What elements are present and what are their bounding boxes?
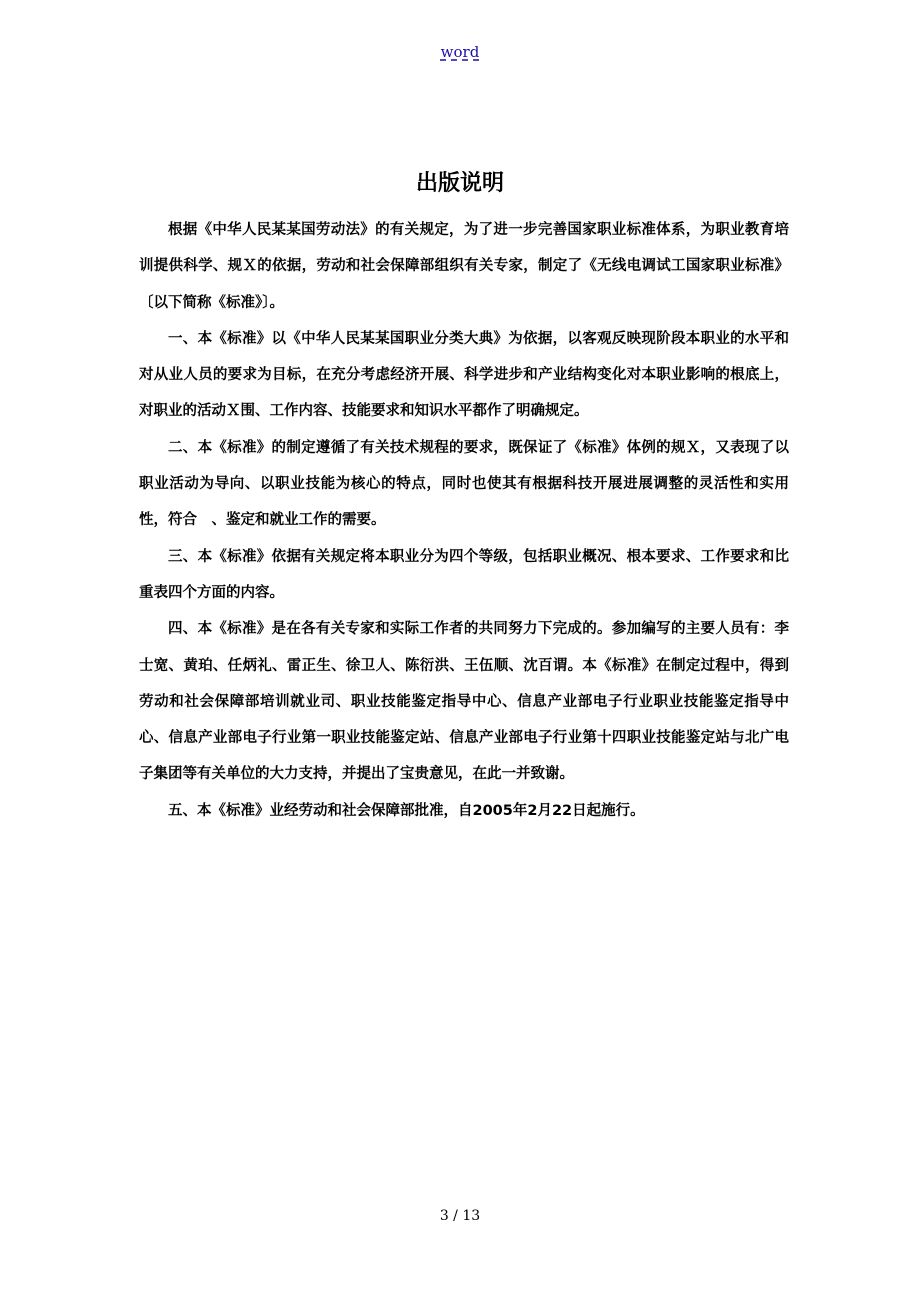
paragraph-item-3: 三、本《标准》依据有关规定将本职业分为四个等级，包括职业概况、根本要求、工作要求和比重表四个方面的内容。 bbox=[139, 548, 789, 601]
paragraph-item-2: 二、本《标准》的制定遵循了有关技术规程的要求，既保证了《标准》体例的规Ｘ，又表现了以职业活动为导向、以职业技能为核心的特点，同时也使其有根据科技开展进展调整的灵活性和实用性，符合 、鉴定和就业工作的需要。 bbox=[139, 439, 789, 529]
paragraph-intro: 根据《中华人民某某国劳动法》的有关规定，为了进一步完善国家职业标准体系，为职业教育培训提供科学、规Ｘ的依据，劳动和社会保障部组织有关专家，制定了《无线电调试工国家职业标准》〔以下简称《标准》〕。 bbox=[139, 222, 789, 311]
page-number: 3 / 13 bbox=[439, 1208, 481, 1224]
header-word-link[interactable]: word bbox=[440, 43, 480, 61]
paragraph-item-5: 五、本《标准》业经劳动和社会保障部批准，自2005年2月22日起施行。 bbox=[168, 802, 645, 819]
page-header bbox=[0, 42, 920, 62]
document-title: 出版说明 bbox=[415, 171, 504, 196]
paragraph-item-1: 一、本《标准》以《中华人民某某国职业分类大典》为依据，以客观反映现阶段本职业的水平和对从业人员的要求为目标，在充分考虑经济开展、科学进步和产业结构变化对本职业影响的根底上，对职业的活动Ｘ围、工作内容、技能要求和知识水平都作了明确规定。 bbox=[139, 330, 789, 420]
document-body bbox=[139, 212, 789, 829]
paragraph-item-4: 四、本《标准》是在各有关专家和实际工作者的共同努力下完成的。参加编写的主要人员有：李士宽、黄珀、任炳礼、雷正生、徐卫人、陈衍洪、王伍顺、沈百谓。本《标准》在制定过程中，得到劳动和社会保障部培训就业司、职业技能鉴定指导中心、信息产业部电子行业职业技能鉴定指导中心、信息产业部电子行业第一职业技能鉴定站、信息产业部电子行业第十四职业技能鉴定站与北广电子集团等有关单位的大力支持，并提出了宝贵意见，在此一并致谢。 bbox=[139, 621, 789, 783]
